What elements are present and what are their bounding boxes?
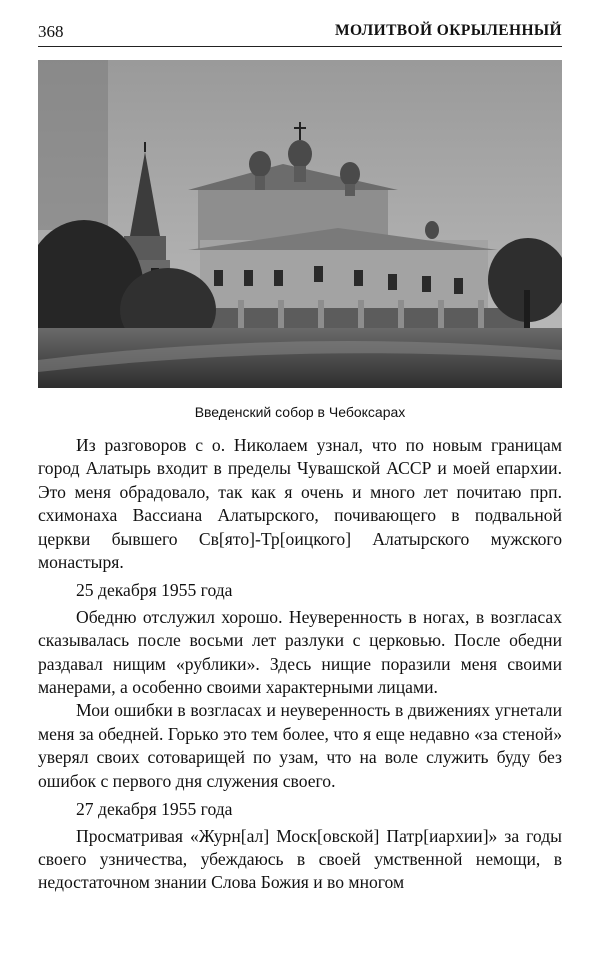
book-page [38, 0, 562, 960]
running-title: МОЛИТВОЙ ОКРЫЛЕННЫЙ [334, 22, 562, 39]
cathedral-photo [38, 60, 562, 388]
figure-caption: Введенский собор в Чебоксарах [194, 404, 406, 420]
date-heading: 25 декабря 1955 года [76, 580, 233, 601]
paragraph: Обедню отслужил хорошо. Неуверенность в ногах, в возгласах сказывалась после восьми лет разлуки с церковью. После обедни раздавал нищим «рублики». Здесь нищие поразили меня своими манерами, а особенно своими характерными лицами. [38, 606, 562, 698]
paragraph: Просматривая «Журн[ал] Моск[овской] Патр[иархии]» за годы своего узничества, убеждаюсь в своей умственной немощи, в недостаточном знании Слова Божия и во многом [38, 825, 562, 893]
body-text [38, 434, 562, 895]
page-number: 368 [38, 22, 64, 41]
running-header [38, 20, 562, 47]
paragraph: Из разговоров с о. Николаем узнал, что по новым границам город Алатырь входит в пределы Чувашской АССР и моей епархии. Это меня обрадовало, так как я очень и много лет почитаю прп. схимонаха Вассиана Алатырского, почивающего в подвальной церкви бывшего Св[ято]-Тр[оицкого] Алатырского мужского монастыря. [38, 435, 562, 573]
paragraph: Мои ошибки в возгласах и неуверенность в движениях угнетали меня за обедней. Горько это тем более, что я еще недавно «за стеной» уверял своих сотоварищей по узам, что на воле служить буду без ошибок с первого дня служения своего. [38, 700, 562, 791]
date-heading: 27 декабря 1955 года [76, 799, 233, 820]
